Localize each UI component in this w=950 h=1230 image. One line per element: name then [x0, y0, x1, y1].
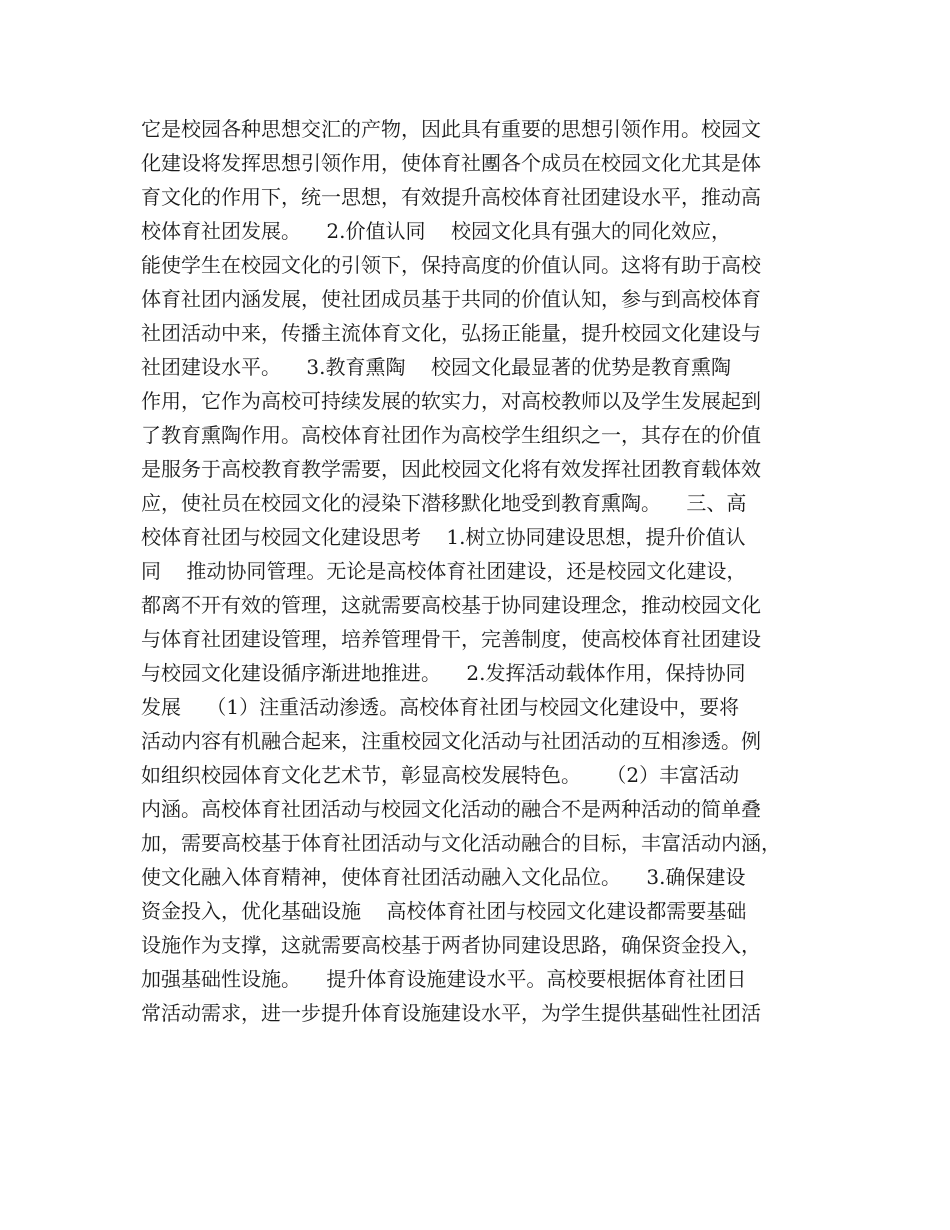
- text-line: 发展 （1）注重活动渗透。高校体育社团与校园文化建设中，要将: [141, 695, 740, 719]
- text-line: 如组织校园体育文化艺术节，彰显高校发展特色。 （2）丰富活动: [141, 763, 740, 787]
- text-line: 社团建设水平。 3.教育熏陶 校园文化最显著的优势是教育熏陶: [141, 355, 731, 379]
- text-line: 社团活动中来，传播主流体育文化，弘扬正能量，提升校园文化建设与: [141, 321, 761, 345]
- text-line: 活动内容有机融合起来，注重校园文化活动与社团活动的互相渗透。例: [141, 729, 761, 753]
- text-line: 作用，它作为高校可持续发展的软实力，对高校教师以及学生发展起到: [141, 389, 761, 413]
- text-line: 与校园文化建设循序渐进地推进。 2.发挥活动载体作用，保持协同: [141, 661, 746, 685]
- text-line: 校体育社团与校园文化建设思考 1.树立协同建设思想，提升价值认: [141, 525, 746, 549]
- text-line: 校体育社团发展。 2.价值认同 校园文化具有强大的同化效应，: [141, 219, 731, 243]
- text-line: 加，需要高校基于体育社团活动与文化活动融合的目标，丰富活动内涵，: [141, 831, 781, 855]
- text-line: 能使学生在校园文化的引领下，保持高度的价值认同。这将有助于高校: [141, 253, 761, 277]
- text-line: 内涵。高校体育社团活动与校园文化活动的融合不是两种活动的简单叠: [141, 797, 761, 821]
- text-line: 应，使社员在校园文化的浸染下潜移默化地受到教育熏陶。 三、高: [141, 491, 747, 515]
- text-line: 育文化的作用下，统一思想，有效提升高校体育社团建设水平，推动高: [141, 185, 761, 209]
- body-text: [141, 112, 821, 1030]
- text-line: 了教育熏陶作用。高校体育社团作为高校学生组织之一，其存在的价值: [141, 423, 761, 447]
- text-line: 使文化融入体育精神，使体育社团活动融入文化品位。 3.确保建设: [141, 865, 746, 889]
- text-line: 都离不开有效的管理，这就需要高校基于协同建设理念，推动校园文化: [141, 593, 761, 617]
- text-line: 资金投入，优化基础设施 高校体育社团与校园文化建设都需要基础: [141, 899, 747, 923]
- text-line: 与体育社团建设管理，培养管理骨干，完善制度，使高校体育社团建设: [141, 627, 761, 651]
- text-line: 化建设将发挥思想引领作用，使体育社團各个成员在校园文化尤其是体: [141, 151, 761, 175]
- text-line: 是服务于高校教育教学需要，因此校园文化将有效发挥社团教育载体效: [141, 457, 761, 481]
- text-line: 体育社团内涵发展，使社团成员基于共同的价值认知，参与到高校体育: [141, 287, 761, 311]
- text-line: 加强基础性设施。 提升体育设施建设水平。高校要根据体育社团日: [141, 967, 747, 991]
- text-line: 常活动需求，进一步提升体育设施建设水平，为学生提供基础性社团活: [141, 1001, 761, 1025]
- text-line: 它是校园各种思想交汇的产物，因此具有重要的思想引领作用。校园文: [141, 117, 761, 141]
- text-line: 设施作为支撑，这就需要高校基于两者协同建设思路，确保资金投入，: [141, 933, 761, 957]
- text-line: 同 推动协同管理。无论是高校体育社团建设，还是校园文化建设，: [141, 559, 747, 583]
